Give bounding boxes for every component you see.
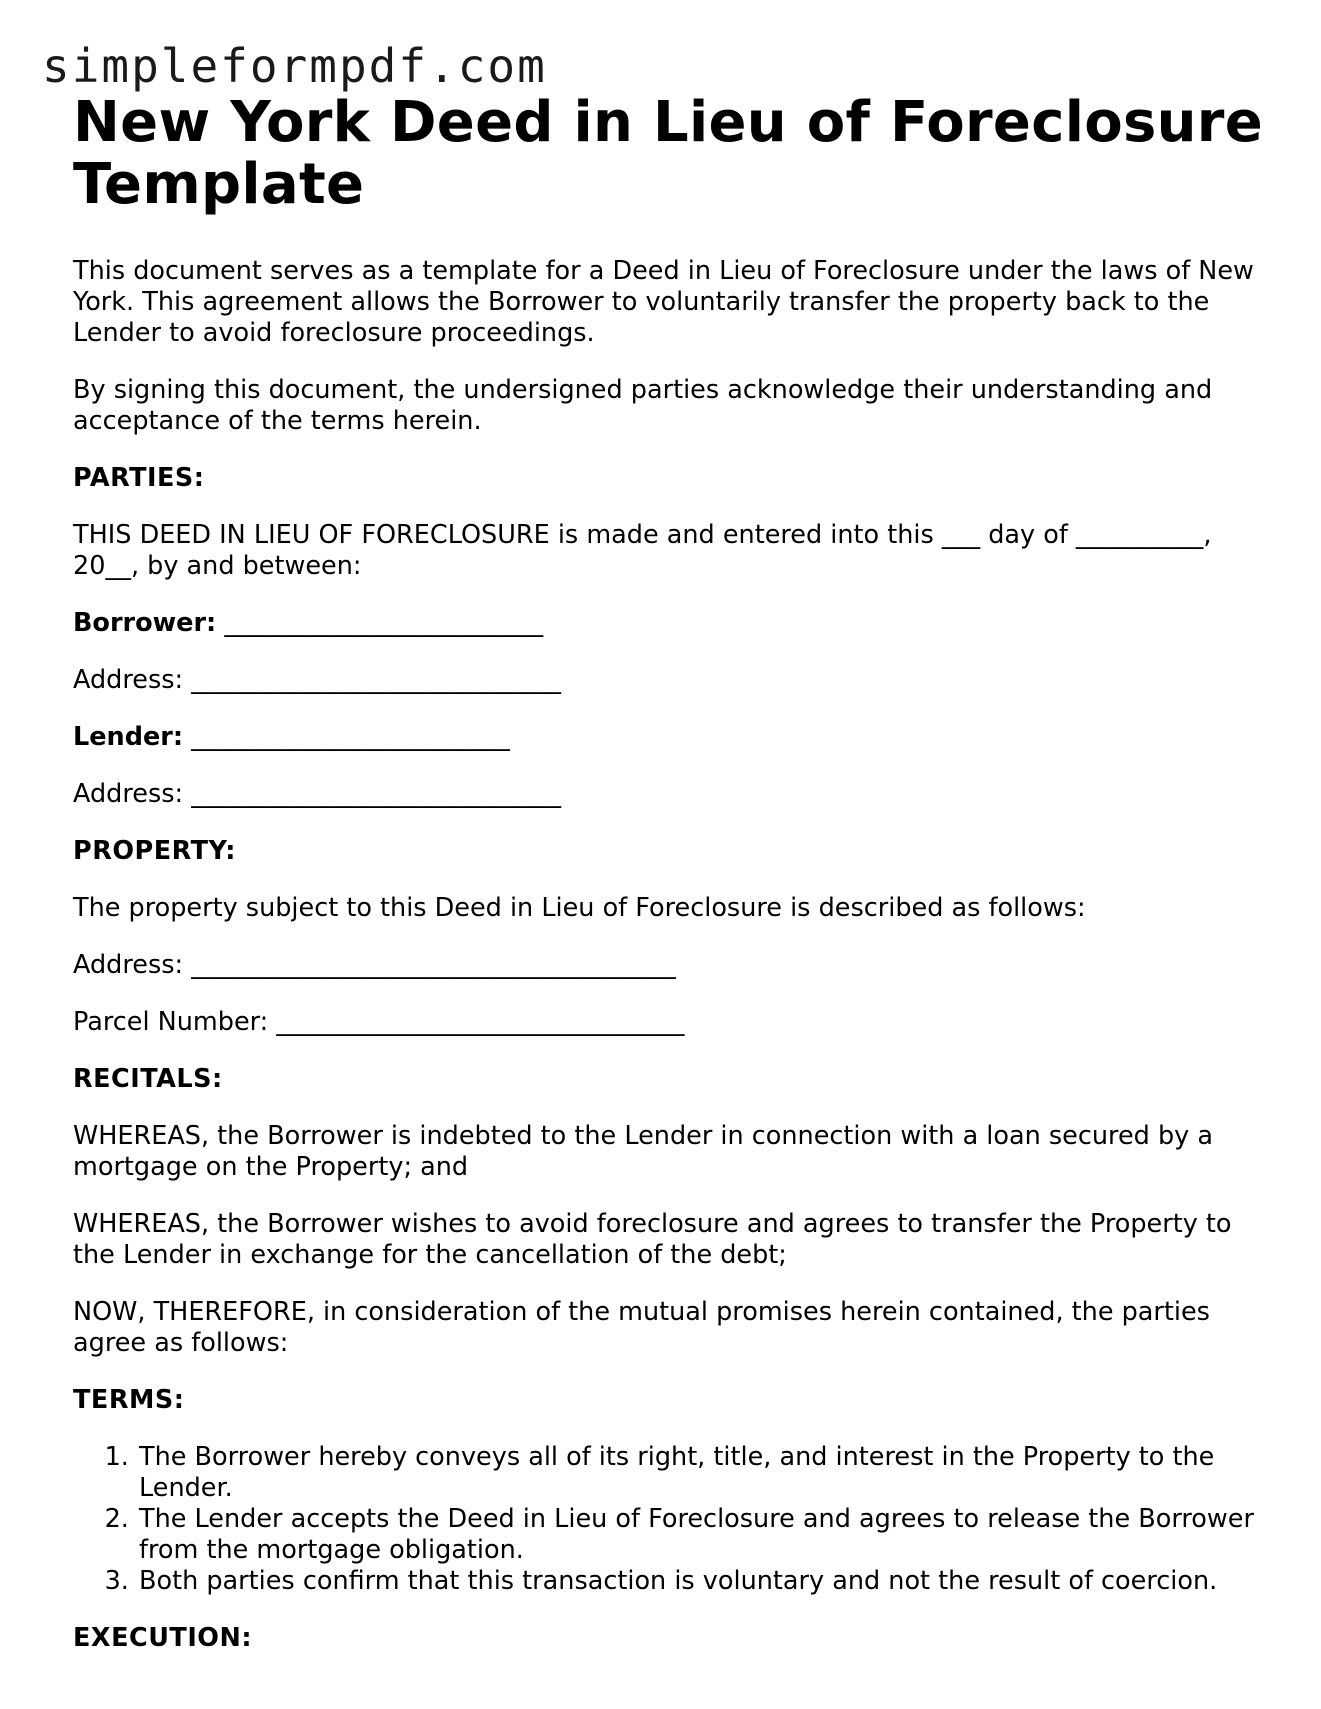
document-body xyxy=(73,92,1263,1654)
parties-statement: THIS DEED IN LIEU OF FORECLOSURE is made and entered into this ___ day of __________, 20__, by and between: xyxy=(73,520,1212,581)
recitals-heading: RECITALS: xyxy=(73,1064,223,1094)
borrower-address-line xyxy=(73,665,1263,696)
borrower-line xyxy=(73,608,1263,639)
terms-item: 3. Both parties confirm that this transaction is voluntary and not the result of coercion. xyxy=(137,1566,1263,1597)
property-address-label: Address: xyxy=(73,950,184,980)
parcel-number-line xyxy=(73,1007,1263,1038)
borrower-blank: _________________________ xyxy=(216,608,544,638)
property-address-line xyxy=(73,950,1263,981)
terms-item: 1. The Borrower hereby conveys all of its right, title, and interest in the Property to the Lender. xyxy=(137,1442,1263,1504)
lender-line xyxy=(73,722,1263,753)
property-description: The property subject to this Deed in Lieu of Foreclosure is described as follows: xyxy=(73,893,1086,923)
parcel-number-label: Parcel Number: xyxy=(73,1007,269,1037)
borrower-address-label: Address: xyxy=(73,665,184,695)
borrower-address-blank: _____________________________ xyxy=(183,665,562,695)
execution-heading: EXECUTION: xyxy=(73,1623,253,1653)
parties-heading: PARTIES: xyxy=(73,463,205,493)
lender-address-blank: _____________________________ xyxy=(183,779,562,809)
property-heading: PROPERTY: xyxy=(73,836,236,866)
lender-blank: _________________________ xyxy=(183,722,510,752)
lender-address-label: Address: xyxy=(73,779,184,809)
site-watermark: simpleformpdf.com xyxy=(42,39,547,93)
intro-paragraph: This document serves as a template for a Deed in Lieu of Foreclosure under the laws of New York. This agreement allows the Borrower to voluntarily transfer the property back to the Lender to avoid foreclosure proceedings. xyxy=(73,256,1254,348)
recital-now-therefore: NOW, THEREFORE, in consideration of the mutual promises herein contained, the parties agree as follows: xyxy=(73,1297,1210,1358)
recital-whereas-2: WHEREAS, the Borrower wishes to avoid foreclosure and agrees to transfer the Property to the Lender in exchange for the cancellation of the debt; xyxy=(73,1209,1232,1270)
terms-heading: TERMS: xyxy=(73,1385,185,1415)
lender-address-line xyxy=(73,779,1263,810)
property-address-blank: ______________________________________ xyxy=(183,950,676,980)
document-title: New York Deed in Lieu of Foreclosure Template xyxy=(73,90,1263,217)
terms-list xyxy=(73,1442,1263,1597)
recital-whereas-1: WHEREAS, the Borrower is indebted to the Lender in connection with a loan secured by a mortgage on the Property; and xyxy=(73,1121,1213,1182)
lender-label: Lender: xyxy=(73,722,184,752)
parcel-number-blank: ________________________________ xyxy=(268,1007,685,1037)
acknowledgement-paragraph: By signing this document, the undersigned parties acknowledge their understanding and acceptance of the terms herein. xyxy=(73,375,1213,436)
terms-item: 2. The Lender accepts the Deed in Lieu of Foreclosure and agrees to release the Borrower from the mortgage obligation. xyxy=(137,1504,1263,1566)
borrower-label: Borrower: xyxy=(73,608,217,638)
